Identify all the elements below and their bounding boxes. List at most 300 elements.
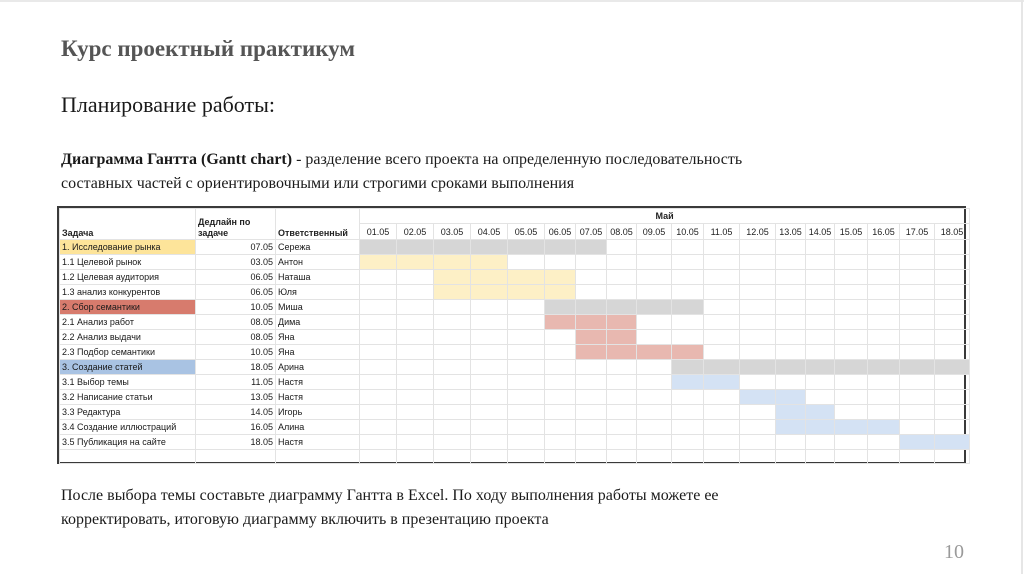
gantt-empty-cell xyxy=(360,300,397,315)
gantt-empty-cell xyxy=(806,240,835,255)
owner-cell: Настя xyxy=(276,435,360,450)
date-header: 13.05 xyxy=(776,224,806,240)
gantt-empty-cell xyxy=(806,345,835,360)
gantt-empty-cell xyxy=(397,390,434,405)
gantt-empty-cell xyxy=(60,450,196,464)
gantt-empty-cell xyxy=(360,285,397,300)
gantt-bar-cell xyxy=(637,300,672,315)
gantt-empty-cell xyxy=(434,405,471,420)
date-header: 08.05 xyxy=(607,224,637,240)
gantt-empty-cell xyxy=(397,330,434,345)
gantt-bar-cell xyxy=(806,360,835,375)
gantt-empty-cell xyxy=(704,330,740,345)
gantt-empty-cell xyxy=(935,375,970,390)
slide-subtitle: Планирование работы: xyxy=(61,92,276,117)
owner-cell: Дима xyxy=(276,315,360,330)
gantt-empty-cell xyxy=(576,390,607,405)
date-header: 12.05 xyxy=(740,224,776,240)
gantt-empty-cell xyxy=(471,435,508,450)
gantt-empty-cell xyxy=(740,300,776,315)
date-header: 06.05 xyxy=(545,224,576,240)
gantt-empty-cell xyxy=(868,285,900,300)
gantt-row xyxy=(60,420,970,435)
gantt-bar-cell xyxy=(806,420,835,435)
gantt-empty-cell xyxy=(704,315,740,330)
gantt-empty-cell xyxy=(835,240,868,255)
gantt-empty-cell xyxy=(545,405,576,420)
task-cell: 1.2 Целевая аудитория xyxy=(60,270,196,285)
gantt-empty-cell xyxy=(471,330,508,345)
gantt-empty-cell xyxy=(607,435,637,450)
gantt-empty-cell xyxy=(471,405,508,420)
gantt-empty-cell xyxy=(704,390,740,405)
task-cell: 3.3 Редактура xyxy=(60,405,196,420)
gantt-bar-cell xyxy=(672,345,704,360)
owner-cell: Настя xyxy=(276,390,360,405)
gantt-row xyxy=(60,285,970,300)
gantt-empty-cell xyxy=(434,300,471,315)
gantt-bar-cell xyxy=(434,240,471,255)
gantt-empty-cell xyxy=(434,345,471,360)
gantt-empty-cell xyxy=(397,360,434,375)
gantt-empty-cell xyxy=(545,255,576,270)
header-owner: Ответственный xyxy=(276,209,360,240)
gantt-empty-cell xyxy=(935,330,970,345)
gantt-empty-cell xyxy=(637,255,672,270)
gantt-empty-cell xyxy=(935,315,970,330)
gantt-empty-cell xyxy=(360,360,397,375)
deadline-cell: 11.05 xyxy=(196,375,276,390)
gantt-empty-cell xyxy=(740,345,776,360)
gantt-empty-cell xyxy=(397,270,434,285)
deadline-cell: 13.05 xyxy=(196,390,276,405)
owner-cell: Алина xyxy=(276,420,360,435)
gantt-row xyxy=(60,405,970,420)
gantt-empty-cell xyxy=(607,405,637,420)
gantt-empty-cell xyxy=(196,450,276,464)
gantt-row xyxy=(60,270,970,285)
gantt-bar-cell xyxy=(835,360,868,375)
gantt-empty-cell xyxy=(900,255,935,270)
gantt-empty-cell xyxy=(471,360,508,375)
gantt-empty-cell xyxy=(360,330,397,345)
gantt-empty-cell xyxy=(776,450,806,464)
top-border xyxy=(0,0,1024,2)
date-header: 17.05 xyxy=(900,224,935,240)
owner-cell: Яна xyxy=(276,330,360,345)
gantt-bar-cell xyxy=(704,375,740,390)
gantt-empty-cell xyxy=(607,255,637,270)
gantt-empty-cell xyxy=(637,435,672,450)
gantt-bar-cell xyxy=(360,255,397,270)
gantt-empty-cell xyxy=(545,450,576,464)
gantt-chart xyxy=(57,206,966,464)
gantt-empty-cell xyxy=(434,435,471,450)
gantt-empty-cell xyxy=(900,420,935,435)
gantt-empty-cell xyxy=(607,420,637,435)
gantt-empty-cell xyxy=(835,315,868,330)
intro-line-2: составных частей с ориентировочными или строгими сроками выполнения xyxy=(61,175,575,192)
gantt-bar-cell xyxy=(607,300,637,315)
outro-line-2: корректировать, итоговую диаграмму включить в презентацию проекта xyxy=(61,511,549,528)
gantt-empty-cell xyxy=(806,390,835,405)
date-header: 15.05 xyxy=(835,224,868,240)
gantt-bar-cell xyxy=(672,300,704,315)
gantt-empty-cell xyxy=(704,450,740,464)
gantt-empty-cell xyxy=(576,270,607,285)
gantt-empty-cell xyxy=(471,345,508,360)
gantt-empty-cell xyxy=(900,345,935,360)
gantt-empty-cell xyxy=(576,405,607,420)
gantt-empty-cell xyxy=(397,420,434,435)
gantt-bar-cell xyxy=(360,240,397,255)
gantt-empty-cell xyxy=(704,420,740,435)
gantt-bar-cell xyxy=(806,405,835,420)
gantt-empty-cell xyxy=(868,450,900,464)
gantt-empty-cell xyxy=(471,390,508,405)
gantt-bar-cell xyxy=(434,285,471,300)
gantt-empty-cell xyxy=(776,270,806,285)
gantt-row xyxy=(60,240,970,255)
gantt-empty-cell xyxy=(545,420,576,435)
gantt-empty-cell xyxy=(868,375,900,390)
deadline-cell: 10.05 xyxy=(196,300,276,315)
gantt-empty-cell xyxy=(935,270,970,285)
gantt-empty-cell xyxy=(672,330,704,345)
gantt-bar-cell xyxy=(576,315,607,330)
gantt-empty-cell xyxy=(637,315,672,330)
gantt-bar-cell xyxy=(935,435,970,450)
gantt-empty-cell xyxy=(508,345,545,360)
gantt-empty-cell xyxy=(434,360,471,375)
gantt-bar-cell xyxy=(868,360,900,375)
gantt-empty-cell xyxy=(607,270,637,285)
gantt-bar-cell xyxy=(471,255,508,270)
outro-paragraph xyxy=(61,484,961,532)
gantt-empty-cell xyxy=(508,315,545,330)
gantt-row xyxy=(60,330,970,345)
gantt-empty-cell xyxy=(935,420,970,435)
gantt-bar-cell xyxy=(576,300,607,315)
gantt-empty-cell xyxy=(360,450,397,464)
gantt-bar-cell xyxy=(935,360,970,375)
gantt-bar-cell xyxy=(607,315,637,330)
gantt-empty-cell xyxy=(806,375,835,390)
gantt-bar-cell xyxy=(471,270,508,285)
gantt-empty-cell xyxy=(637,240,672,255)
gantt-empty-cell xyxy=(868,345,900,360)
gantt-empty-cell xyxy=(868,270,900,285)
gantt-empty-cell xyxy=(576,360,607,375)
gantt-bar-cell xyxy=(576,330,607,345)
gantt-empty-cell xyxy=(740,285,776,300)
date-header: 14.05 xyxy=(806,224,835,240)
gantt-empty-cell xyxy=(835,390,868,405)
deadline-cell: 07.05 xyxy=(196,240,276,255)
gantt-empty-cell xyxy=(776,330,806,345)
owner-cell: Наташа xyxy=(276,270,360,285)
gantt-empty-cell xyxy=(471,315,508,330)
gantt-bar-cell xyxy=(776,405,806,420)
gantt-bar-cell xyxy=(704,360,740,375)
gantt-row xyxy=(60,390,970,405)
gantt-empty-cell xyxy=(672,255,704,270)
gantt-empty-cell xyxy=(806,285,835,300)
gantt-empty-cell xyxy=(935,300,970,315)
gantt-empty-cell xyxy=(672,390,704,405)
gantt-empty-cell xyxy=(868,240,900,255)
date-header: 01.05 xyxy=(360,224,397,240)
gantt-empty-cell xyxy=(360,390,397,405)
gantt-empty-cell xyxy=(776,435,806,450)
gantt-empty-cell xyxy=(704,270,740,285)
gantt-empty-cell xyxy=(900,405,935,420)
gantt-bar-cell xyxy=(576,345,607,360)
gantt-empty-cell xyxy=(508,300,545,315)
owner-cell: Сережа xyxy=(276,240,360,255)
gantt-empty-cell xyxy=(397,450,434,464)
gantt-empty-cell xyxy=(806,435,835,450)
gantt-empty-cell xyxy=(508,435,545,450)
gantt-bar-cell xyxy=(607,330,637,345)
gantt-bar-cell xyxy=(397,240,434,255)
gantt-empty-cell xyxy=(776,300,806,315)
gantt-empty-cell xyxy=(607,285,637,300)
gantt-empty-cell xyxy=(900,375,935,390)
gantt-empty-cell xyxy=(868,255,900,270)
gantt-bar-cell xyxy=(607,345,637,360)
gantt-row xyxy=(60,360,970,375)
gantt-empty-cell xyxy=(672,315,704,330)
deadline-cell: 10.05 xyxy=(196,345,276,360)
gantt-bar-cell xyxy=(868,420,900,435)
gantt-empty-cell xyxy=(900,300,935,315)
header-deadline: Дедлайн по задаче xyxy=(196,209,276,240)
gantt-empty-cell xyxy=(576,435,607,450)
gantt-empty-cell xyxy=(508,255,545,270)
gantt-empty-cell xyxy=(508,450,545,464)
gantt-empty-cell xyxy=(434,375,471,390)
gantt-empty-cell xyxy=(637,285,672,300)
gantt-empty-cell xyxy=(740,450,776,464)
gantt-empty-cell xyxy=(471,375,508,390)
gantt-empty-cell xyxy=(806,300,835,315)
gantt-bar-cell xyxy=(434,270,471,285)
gantt-empty-cell xyxy=(935,285,970,300)
gantt-row xyxy=(60,255,970,270)
gantt-empty-cell xyxy=(607,390,637,405)
gantt-empty-cell xyxy=(806,450,835,464)
gantt-empty-cell xyxy=(868,330,900,345)
intro-bold-term: Диаграмма Гантта (Gantt chart) xyxy=(61,151,293,168)
gantt-empty-cell xyxy=(607,450,637,464)
gantt-empty-cell xyxy=(835,255,868,270)
gantt-empty-cell xyxy=(900,330,935,345)
deadline-cell: 03.05 xyxy=(196,255,276,270)
gantt-empty-cell xyxy=(704,435,740,450)
gantt-empty-cell xyxy=(704,255,740,270)
gantt-empty-cell xyxy=(397,300,434,315)
gantt-bar-cell xyxy=(900,435,935,450)
gantt-empty-cell xyxy=(397,375,434,390)
gantt-empty-cell xyxy=(806,255,835,270)
gantt-empty-cell xyxy=(545,330,576,345)
date-header: 16.05 xyxy=(868,224,900,240)
gantt-bar-cell xyxy=(740,390,776,405)
gantt-row xyxy=(60,300,970,315)
gantt-bar-cell xyxy=(776,360,806,375)
slide-title: Курс проектный практикум xyxy=(61,36,356,61)
gantt-bar-cell xyxy=(776,390,806,405)
gantt-empty-cell xyxy=(704,405,740,420)
gantt-empty-cell xyxy=(776,240,806,255)
gantt-empty-cell xyxy=(740,270,776,285)
date-header: 05.05 xyxy=(508,224,545,240)
gantt-empty-cell xyxy=(704,240,740,255)
page-number: 10 xyxy=(944,541,964,563)
date-header: 09.05 xyxy=(637,224,672,240)
task-cell: 3.5 Публикация на сайте xyxy=(60,435,196,450)
gantt-empty-cell xyxy=(545,360,576,375)
gantt-bar-cell xyxy=(672,360,704,375)
gantt-row xyxy=(60,435,970,450)
gantt-empty-cell xyxy=(576,255,607,270)
gantt-empty-cell xyxy=(835,330,868,345)
gantt-empty-cell xyxy=(868,300,900,315)
gantt-empty-cell xyxy=(740,375,776,390)
gantt-empty-cell xyxy=(545,375,576,390)
gantt-empty-cell xyxy=(900,285,935,300)
gantt-empty-cell xyxy=(868,435,900,450)
gantt-empty-cell xyxy=(360,270,397,285)
gantt-empty-cell xyxy=(508,330,545,345)
gantt-empty-cell xyxy=(776,285,806,300)
gantt-bar-cell xyxy=(545,315,576,330)
gantt-bar-cell xyxy=(545,240,576,255)
deadline-cell: 14.05 xyxy=(196,405,276,420)
gantt-bar-cell xyxy=(545,270,576,285)
gantt-empty-cell xyxy=(637,360,672,375)
owner-cell: Юля xyxy=(276,285,360,300)
gantt-empty-cell xyxy=(704,345,740,360)
gantt-empty-cell xyxy=(545,390,576,405)
gantt-empty-cell xyxy=(508,390,545,405)
gantt-empty-cell xyxy=(637,330,672,345)
deadline-cell: 16.05 xyxy=(196,420,276,435)
gantt-empty-cell xyxy=(360,345,397,360)
gantt-empty-cell xyxy=(740,315,776,330)
right-border xyxy=(1021,0,1023,574)
deadline-cell: 08.05 xyxy=(196,315,276,330)
gantt-empty-cell xyxy=(935,405,970,420)
owner-cell: Настя xyxy=(276,375,360,390)
gantt-empty-cell xyxy=(868,405,900,420)
gantt-row-empty xyxy=(60,450,970,464)
gantt-empty-cell xyxy=(672,405,704,420)
gantt-empty-cell xyxy=(545,345,576,360)
gantt-empty-cell xyxy=(672,450,704,464)
gantt-row xyxy=(60,315,970,330)
gantt-empty-cell xyxy=(835,405,868,420)
owner-cell: Яна xyxy=(276,345,360,360)
gantt-empty-cell xyxy=(471,450,508,464)
gantt-bar-cell xyxy=(776,420,806,435)
gantt-empty-cell xyxy=(607,240,637,255)
date-header: 02.05 xyxy=(397,224,434,240)
gantt-empty-cell xyxy=(508,420,545,435)
gantt-empty-cell xyxy=(835,450,868,464)
gantt-empty-cell xyxy=(935,390,970,405)
gantt-empty-cell xyxy=(868,315,900,330)
gantt-empty-cell xyxy=(637,390,672,405)
gantt-empty-cell xyxy=(637,270,672,285)
gantt-empty-cell xyxy=(360,315,397,330)
task-cell: 2.1 Анализ работ xyxy=(60,315,196,330)
gantt-empty-cell xyxy=(900,270,935,285)
gantt-empty-cell xyxy=(508,375,545,390)
gantt-empty-cell xyxy=(637,375,672,390)
date-header: 07.05 xyxy=(576,224,607,240)
date-header: 03.05 xyxy=(434,224,471,240)
gantt-empty-cell xyxy=(806,315,835,330)
gantt-empty-cell xyxy=(776,345,806,360)
gantt-empty-cell xyxy=(672,285,704,300)
header-month: Май xyxy=(360,209,970,224)
gantt-bar-cell xyxy=(397,255,434,270)
gantt-bar-cell xyxy=(900,360,935,375)
task-cell: 3.2 Написание статьи xyxy=(60,390,196,405)
gantt-empty-cell xyxy=(576,285,607,300)
task-cell: 2. Сбор семантики xyxy=(60,300,196,315)
gantt-empty-cell xyxy=(672,240,704,255)
gantt-bar-cell xyxy=(471,240,508,255)
gantt-empty-cell xyxy=(740,255,776,270)
gantt-empty-cell xyxy=(508,405,545,420)
task-cell: 1.1 Целевой рынок xyxy=(60,255,196,270)
gantt-empty-cell xyxy=(397,435,434,450)
gantt-empty-cell xyxy=(397,315,434,330)
gantt-empty-cell xyxy=(672,270,704,285)
deadline-cell: 18.05 xyxy=(196,435,276,450)
gantt-empty-cell xyxy=(576,450,607,464)
owner-cell: Игорь xyxy=(276,405,360,420)
gantt-empty-cell xyxy=(835,435,868,450)
gantt-empty-cell xyxy=(360,375,397,390)
gantt-empty-cell xyxy=(704,285,740,300)
gantt-empty-cell xyxy=(471,300,508,315)
gantt-empty-cell xyxy=(607,375,637,390)
task-cell: 3. Создание статей xyxy=(60,360,196,375)
gantt-bar-cell xyxy=(508,270,545,285)
gantt-bar-cell xyxy=(637,345,672,360)
gantt-empty-cell xyxy=(900,240,935,255)
gantt-empty-cell xyxy=(397,345,434,360)
intro-paragraph xyxy=(61,148,961,196)
gantt-empty-cell xyxy=(637,450,672,464)
gantt-empty-cell xyxy=(434,330,471,345)
gantt-empty-cell xyxy=(607,360,637,375)
gantt-bar-cell xyxy=(740,360,776,375)
gantt-empty-cell xyxy=(637,405,672,420)
gantt-empty-cell xyxy=(740,330,776,345)
gantt-empty-cell xyxy=(776,315,806,330)
date-header: 04.05 xyxy=(471,224,508,240)
gantt-empty-cell xyxy=(835,270,868,285)
gantt-empty-cell xyxy=(360,405,397,420)
deadline-cell: 18.05 xyxy=(196,360,276,375)
deadline-cell: 08.05 xyxy=(196,330,276,345)
task-cell: 1. Исследование рынка xyxy=(60,240,196,255)
